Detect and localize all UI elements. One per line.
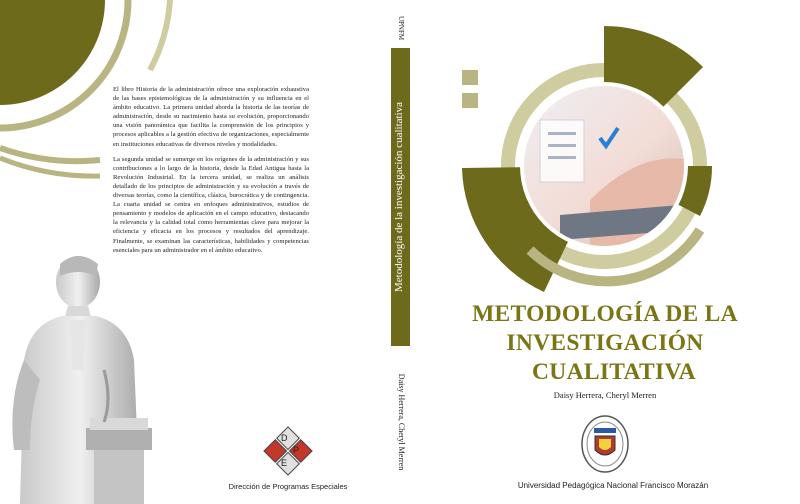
spine-publisher: UPNFM (397, 15, 405, 41)
dpe-logo (262, 425, 314, 477)
book-title (440, 300, 770, 387)
title-line-1: METODOLOGÍA DE LA (472, 301, 738, 327)
university-seal (580, 414, 630, 474)
department-label: Dirección de Programas Especiales (228, 482, 348, 491)
dpe-logo-letter-e: E (281, 458, 288, 468)
statue-image (0, 250, 160, 504)
spine-title: Metodología de la investigación cualitativa (393, 102, 405, 292)
front-authors: Daisy Herrera, Cheryl Merren (553, 390, 657, 400)
title-line-3: CUALITATIVA (532, 359, 696, 385)
spine-authors: Daisy Herrera, Cheryl Merren (397, 373, 406, 471)
blurb-paragraph-1: El libro Historia de la administración ofrece una exploración exhaustiva de las bases epistemológicas de la administración y su influencia en el ámbito educativo. La primera unidad aborda la historia de las teorías de administración, desde su nacimiento hasta su evolución, proporcionando una visión panorámica que facilita la comprensión de los principios y procesos aplicables a la gestión efectiva de organizaciones, especialmente en instituciones educativas de diversos niveles y modalidades. (113, 86, 309, 148)
blurb-paragraph-2: La segunda unidad se sumerge en los orígenes de la administración y sus contribuciones a lo largo de la historia, desde la Edad Antigua hasta la Revolución Industrial. En la tercera unidad, se realiza un análisis detallado de los principios de administración y su evolución a través de diversas teorías, como la científica, clásica, burocrática y de contingencia. La cuarta unidad se centra en enfoques administrativos, estudios de pensamiento y modelos de aplicación en el campo educativo, destacando la relevancia y la calidad total como herramientas clave para mejorar la eficiencia y eficacia en los procesos y resultados del aprendizaje. Finalmente, se examinan las características, habilidades y competencias esenciales para un administrador en el ámbito educativo. (113, 155, 309, 254)
title-line-2: INVESTIGACIÓN (506, 330, 704, 356)
dpe-logo-letter-p: P (293, 445, 300, 455)
dpe-logo-letter-d: D (281, 433, 288, 443)
back-cover-blurb (113, 85, 309, 261)
front-cover-artwork (440, 0, 800, 300)
university-name: Universidad Pedagógica Nacional Francisco Morazán (517, 481, 709, 490)
